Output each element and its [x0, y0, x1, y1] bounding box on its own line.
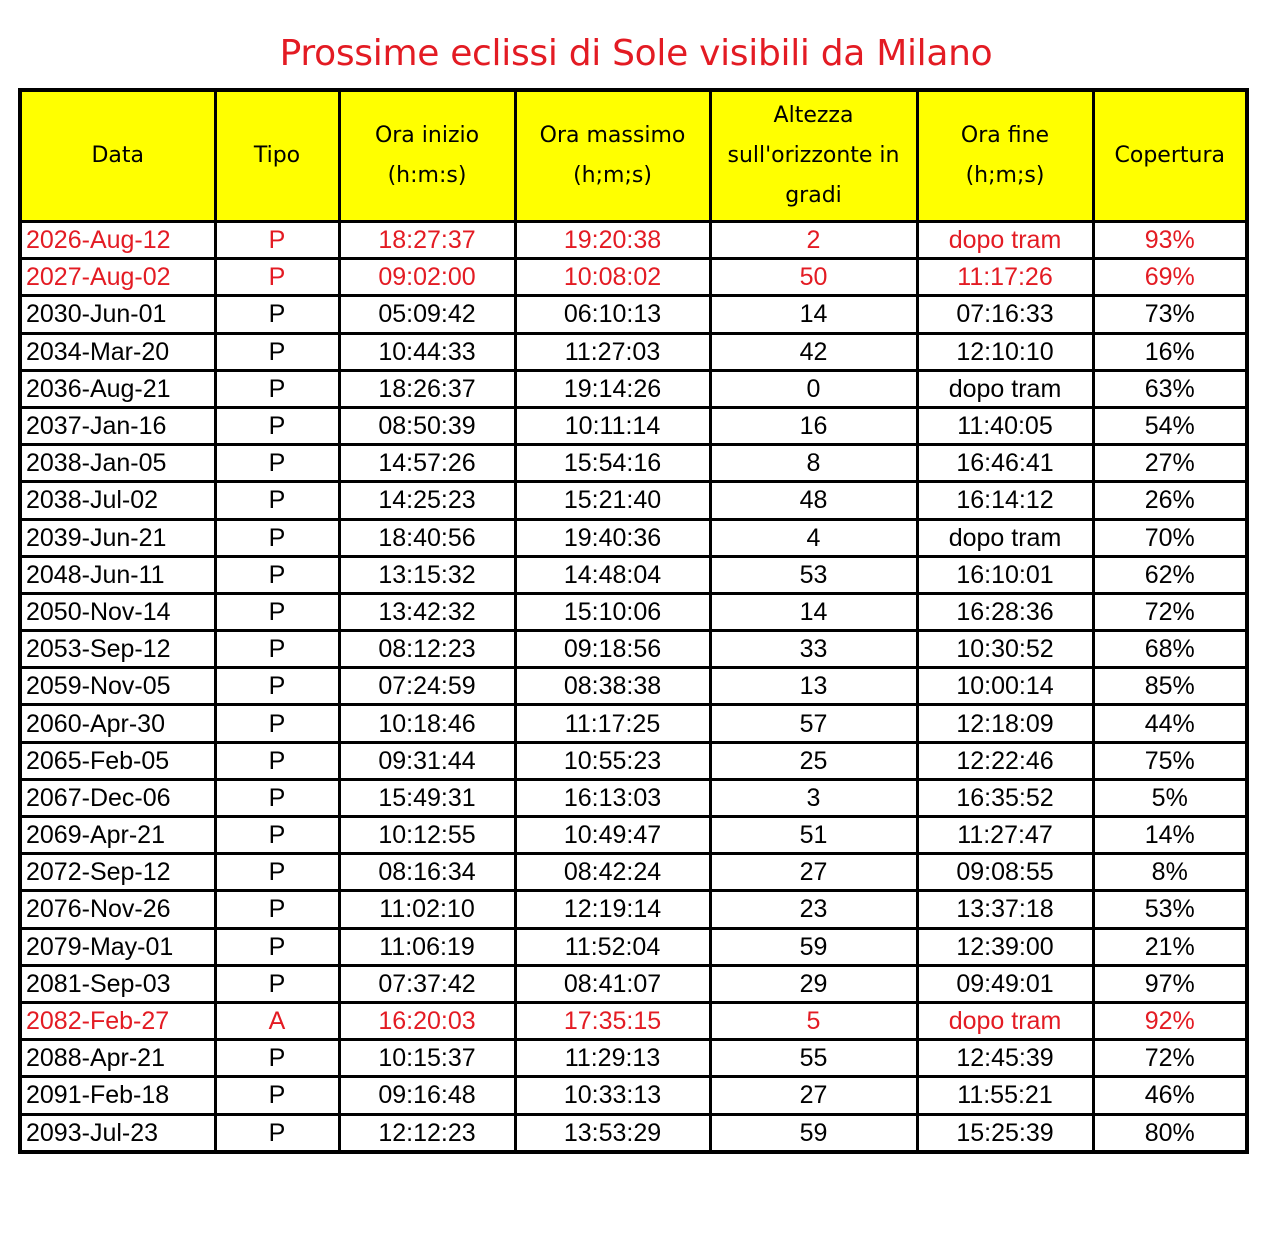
cell-coverage: 62% [1093, 556, 1247, 593]
table-row [20, 928, 1247, 965]
cell-altitude: 14 [710, 296, 917, 333]
cell-coverage: 44% [1093, 705, 1247, 742]
cell-date: 2059-Nov-05 [20, 668, 215, 705]
cell-type: P [215, 705, 339, 742]
cell-max-time: 15:54:16 [515, 445, 710, 482]
cell-max-time: 14:48:04 [515, 556, 710, 593]
cell-end-time: dopo tram [917, 1002, 1093, 1039]
cell-end-time: 16:28:36 [917, 593, 1093, 630]
cell-start-time: 11:06:19 [339, 928, 515, 965]
cell-end-time: 09:08:55 [917, 854, 1093, 891]
cell-end-time: 12:22:46 [917, 742, 1093, 779]
table-row [20, 891, 1247, 928]
cell-date: 2081-Sep-03 [20, 965, 215, 1002]
cell-start-time: 13:15:32 [339, 556, 515, 593]
cell-max-time: 10:33:13 [515, 1077, 710, 1114]
cell-max-time: 11:17:25 [515, 705, 710, 742]
cell-altitude: 0 [710, 370, 917, 407]
cell-date: 2093-Jul-23 [20, 1114, 215, 1152]
cell-max-time: 13:53:29 [515, 1114, 710, 1152]
cell-coverage: 63% [1093, 370, 1247, 407]
table-row [20, 593, 1247, 630]
table-row [20, 1114, 1247, 1152]
cell-start-time: 18:26:37 [339, 370, 515, 407]
cell-end-time: 11:40:05 [917, 407, 1093, 444]
cell-type: P [215, 1040, 339, 1077]
cell-coverage: 92% [1093, 1002, 1247, 1039]
table-row [20, 296, 1247, 333]
cell-start-time: 07:24:59 [339, 668, 515, 705]
cell-date: 2088-Apr-21 [20, 1040, 215, 1077]
cell-max-time: 10:55:23 [515, 742, 710, 779]
cell-end-time: 15:25:39 [917, 1114, 1093, 1152]
header-copertura: Copertura [1093, 90, 1247, 222]
cell-start-time: 09:16:48 [339, 1077, 515, 1114]
cell-coverage: 14% [1093, 817, 1247, 854]
cell-max-time: 19:40:36 [515, 519, 710, 556]
cell-date: 2060-Apr-30 [20, 705, 215, 742]
cell-start-time: 10:15:37 [339, 1040, 515, 1077]
cell-altitude: 2 [710, 222, 917, 259]
cell-altitude: 50 [710, 259, 917, 296]
cell-coverage: 80% [1093, 1114, 1247, 1152]
cell-coverage: 72% [1093, 1040, 1247, 1077]
cell-max-time: 19:20:38 [515, 222, 710, 259]
cell-date: 2072-Sep-12 [20, 854, 215, 891]
cell-end-time: 11:17:26 [917, 259, 1093, 296]
cell-date: 2038-Jan-05 [20, 445, 215, 482]
cell-coverage: 8% [1093, 854, 1247, 891]
cell-altitude: 5 [710, 1002, 917, 1039]
cell-date: 2091-Feb-18 [20, 1077, 215, 1114]
table-row [20, 742, 1247, 779]
cell-start-time: 18:40:56 [339, 519, 515, 556]
cell-coverage: 93% [1093, 222, 1247, 259]
cell-date: 2069-Apr-21 [20, 817, 215, 854]
cell-end-time: 16:10:01 [917, 556, 1093, 593]
header-data: Data [20, 90, 215, 222]
cell-end-time: 12:18:09 [917, 705, 1093, 742]
cell-coverage: 85% [1093, 668, 1247, 705]
cell-max-time: 12:19:14 [515, 891, 710, 928]
cell-max-time: 16:13:03 [515, 779, 710, 816]
cell-start-time: 14:57:26 [339, 445, 515, 482]
cell-coverage: 16% [1093, 333, 1247, 370]
cell-type: P [215, 854, 339, 891]
cell-altitude: 42 [710, 333, 917, 370]
cell-type: P [215, 259, 339, 296]
cell-altitude: 16 [710, 407, 917, 444]
table-row [20, 519, 1247, 556]
cell-type: P [215, 817, 339, 854]
cell-type: P [215, 519, 339, 556]
cell-date: 2079-May-01 [20, 928, 215, 965]
cell-date: 2067-Dec-06 [20, 779, 215, 816]
cell-altitude: 4 [710, 519, 917, 556]
cell-altitude: 3 [710, 779, 917, 816]
cell-date: 2048-Jun-11 [20, 556, 215, 593]
header-ora-fine: Ora fine (h;m;s) [917, 90, 1093, 222]
cell-type: P [215, 742, 339, 779]
header-ora-inizio: Ora inizio (h:m:s) [339, 90, 515, 222]
cell-max-time: 09:18:56 [515, 631, 710, 668]
cell-coverage: 70% [1093, 519, 1247, 556]
cell-altitude: 23 [710, 891, 917, 928]
cell-max-time: 10:11:14 [515, 407, 710, 444]
cell-date: 2039-Jun-21 [20, 519, 215, 556]
cell-start-time: 08:16:34 [339, 854, 515, 891]
cell-max-time: 11:29:13 [515, 1040, 710, 1077]
header-altezza: Altezza sull'orizzonte in gradi [710, 90, 917, 222]
cell-type: P [215, 407, 339, 444]
cell-max-time: 10:08:02 [515, 259, 710, 296]
cell-max-time: 15:21:40 [515, 482, 710, 519]
cell-end-time: 12:10:10 [917, 333, 1093, 370]
table-row [20, 407, 1247, 444]
cell-date: 2034-Mar-20 [20, 333, 215, 370]
cell-altitude: 48 [710, 482, 917, 519]
cell-coverage: 27% [1093, 445, 1247, 482]
cell-start-time: 09:02:00 [339, 259, 515, 296]
header-row [20, 90, 1247, 222]
cell-start-time: 10:12:55 [339, 817, 515, 854]
page-title: Prossime eclissi di Sole visibili da Milano [279, 33, 993, 74]
cell-date: 2050-Nov-14 [20, 593, 215, 630]
cell-coverage: 68% [1093, 631, 1247, 668]
cell-start-time: 10:44:33 [339, 333, 515, 370]
cell-date: 2036-Aug-21 [20, 370, 215, 407]
cell-start-time: 16:20:03 [339, 1002, 515, 1039]
table-row [20, 482, 1247, 519]
cell-altitude: 57 [710, 705, 917, 742]
cell-coverage: 21% [1093, 928, 1247, 965]
cell-end-time: 11:55:21 [917, 1077, 1093, 1114]
cell-max-time: 11:27:03 [515, 333, 710, 370]
table-row [20, 817, 1247, 854]
cell-end-time: 16:14:12 [917, 482, 1093, 519]
cell-start-time: 08:50:39 [339, 407, 515, 444]
cell-coverage: 72% [1093, 593, 1247, 630]
eclipse-table [18, 88, 1249, 1154]
cell-start-time: 10:18:46 [339, 705, 515, 742]
cell-date: 2082-Feb-27 [20, 1002, 215, 1039]
cell-end-time: 10:00:14 [917, 668, 1093, 705]
cell-max-time: 08:42:24 [515, 854, 710, 891]
cell-date: 2053-Sep-12 [20, 631, 215, 668]
cell-date: 2076-Nov-26 [20, 891, 215, 928]
cell-type: P [215, 928, 339, 965]
cell-end-time: 09:49:01 [917, 965, 1093, 1002]
cell-max-time: 06:10:13 [515, 296, 710, 333]
cell-type: P [215, 631, 339, 668]
cell-type: P [215, 370, 339, 407]
cell-coverage: 5% [1093, 779, 1247, 816]
cell-end-time: 07:16:33 [917, 296, 1093, 333]
cell-start-time: 12:12:23 [339, 1114, 515, 1152]
cell-start-time: 05:09:42 [339, 296, 515, 333]
table-row [20, 779, 1247, 816]
cell-start-time: 14:25:23 [339, 482, 515, 519]
cell-altitude: 33 [710, 631, 917, 668]
cell-type: P [215, 296, 339, 333]
cell-date: 2026-Aug-12 [20, 222, 215, 259]
cell-altitude: 55 [710, 1040, 917, 1077]
cell-coverage: 69% [1093, 259, 1247, 296]
cell-altitude: 59 [710, 928, 917, 965]
cell-start-time: 18:27:37 [339, 222, 515, 259]
cell-coverage: 73% [1093, 296, 1247, 333]
cell-end-time: dopo tram [917, 222, 1093, 259]
cell-altitude: 13 [710, 668, 917, 705]
cell-altitude: 14 [710, 593, 917, 630]
cell-start-time: 11:02:10 [339, 891, 515, 928]
cell-max-time: 19:14:26 [515, 370, 710, 407]
table-row [20, 556, 1247, 593]
cell-start-time: 13:42:32 [339, 593, 515, 630]
cell-coverage: 75% [1093, 742, 1247, 779]
cell-max-time: 11:52:04 [515, 928, 710, 965]
cell-coverage: 54% [1093, 407, 1247, 444]
table-row [20, 668, 1247, 705]
cell-end-time: 11:27:47 [917, 817, 1093, 854]
cell-date: 2030-Jun-01 [20, 296, 215, 333]
cell-type: P [215, 593, 339, 630]
cell-type: P [215, 222, 339, 259]
cell-type: P [215, 1077, 339, 1114]
cell-type: P [215, 668, 339, 705]
cell-altitude: 59 [710, 1114, 917, 1152]
cell-date: 2037-Jan-16 [20, 407, 215, 444]
cell-type: P [215, 965, 339, 1002]
cell-altitude: 53 [710, 556, 917, 593]
table-row [20, 854, 1247, 891]
cell-end-time: 12:45:39 [917, 1040, 1093, 1077]
cell-end-time: 16:35:52 [917, 779, 1093, 816]
cell-end-time: dopo tram [917, 370, 1093, 407]
cell-altitude: 27 [710, 1077, 917, 1114]
cell-end-time: dopo tram [917, 519, 1093, 556]
cell-type: A [215, 1002, 339, 1039]
cell-type: P [215, 556, 339, 593]
header-tipo: Tipo [215, 90, 339, 222]
cell-altitude: 51 [710, 817, 917, 854]
table-row [20, 965, 1247, 1002]
table-row [20, 445, 1247, 482]
cell-start-time: 07:37:42 [339, 965, 515, 1002]
cell-start-time: 09:31:44 [339, 742, 515, 779]
cell-end-time: 10:30:52 [917, 631, 1093, 668]
cell-end-time: 16:46:41 [917, 445, 1093, 482]
table-row [20, 1002, 1247, 1039]
cell-start-time: 08:12:23 [339, 631, 515, 668]
cell-max-time: 17:35:15 [515, 1002, 710, 1039]
cell-date: 2027-Aug-02 [20, 259, 215, 296]
cell-type: P [215, 891, 339, 928]
cell-max-time: 15:10:06 [515, 593, 710, 630]
table-row [20, 705, 1247, 742]
cell-date: 2065-Feb-05 [20, 742, 215, 779]
header-ora-massimo: Ora massimo (h;m;s) [515, 90, 710, 222]
cell-type: P [215, 333, 339, 370]
cell-altitude: 27 [710, 854, 917, 891]
cell-date: 2038-Jul-02 [20, 482, 215, 519]
cell-coverage: 97% [1093, 965, 1247, 1002]
cell-coverage: 26% [1093, 482, 1247, 519]
table-row [20, 259, 1247, 296]
table-row [20, 333, 1247, 370]
cell-coverage: 53% [1093, 891, 1247, 928]
cell-type: P [215, 1114, 339, 1152]
cell-altitude: 25 [710, 742, 917, 779]
table-row [20, 222, 1247, 259]
cell-type: P [215, 445, 339, 482]
table-row [20, 631, 1247, 668]
cell-altitude: 29 [710, 965, 917, 1002]
cell-coverage: 46% [1093, 1077, 1247, 1114]
cell-end-time: 13:37:18 [917, 891, 1093, 928]
cell-max-time: 08:41:07 [515, 965, 710, 1002]
cell-type: P [215, 779, 339, 816]
cell-start-time: 15:49:31 [339, 779, 515, 816]
table-row [20, 1077, 1247, 1114]
table-row [20, 370, 1247, 407]
cell-end-time: 12:39:00 [917, 928, 1093, 965]
cell-type: P [215, 482, 339, 519]
cell-altitude: 8 [710, 445, 917, 482]
cell-max-time: 08:38:38 [515, 668, 710, 705]
table-row [20, 1040, 1247, 1077]
cell-max-time: 10:49:47 [515, 817, 710, 854]
